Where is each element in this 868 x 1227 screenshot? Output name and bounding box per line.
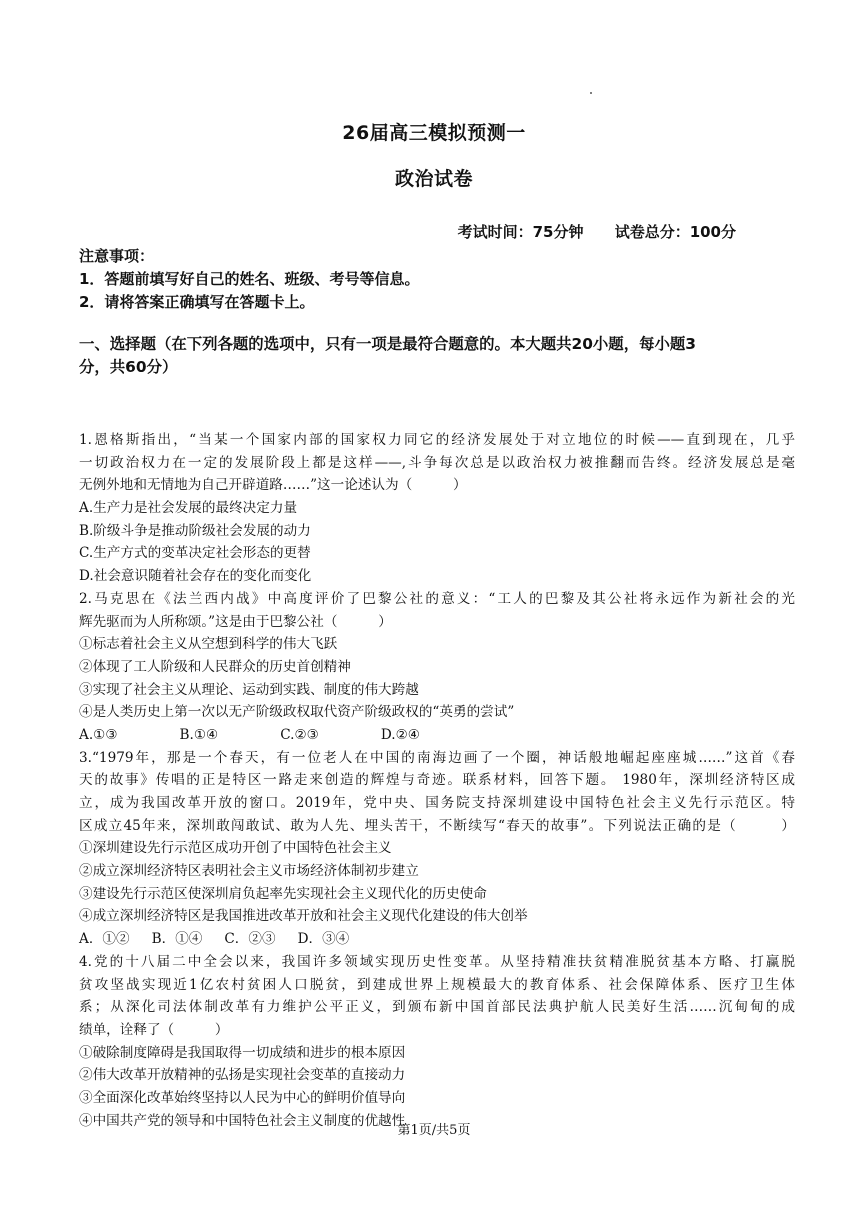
q1-stem-line-3: 无例外地和无情地为自己开辟道路……”这一论述认为（ ） xyxy=(79,477,467,494)
q4-item-4: ④中国共产党的领导和中国特色社会主义制度的优越性 xyxy=(79,1112,406,1129)
q2-item-1: ①标志着社会主义从空想到科学的伟大飞跃 xyxy=(79,636,338,653)
q1-stem-line-1: 1.恩格斯指出，“当某一个国家内部的国家权力同它的经济发展处于对立地位的时候——直到现在，几乎 xyxy=(79,432,795,448)
q3-stem-line-4: 区成立45年来，深圳敢闯敢试、敢为人先、埋头苦干，不断续写“春天的故事”。下列说法正确的是（ ） xyxy=(79,817,795,834)
notice-heading: 注意事项： xyxy=(79,247,155,265)
exam-title: 26届高三模拟预测一 xyxy=(342,122,526,144)
q1-option-a: A.生产力是社会发展的最终决定力量 xyxy=(79,500,298,517)
q1-option-b: B.阶级斗争是推动阶级社会发展的动力 xyxy=(79,522,311,539)
q1-option-c: C.生产方式的变革决定社会形态的更替 xyxy=(79,545,311,562)
q3-item-2: ②成立深圳经济特区表明社会主义市场经济体制初步建立 xyxy=(79,863,419,880)
q2-stem-line-1: 2.马克思在《法兰西内战》中高度评价了巴黎公社的意义：“工人的巴黎及其公社将永远作为新社会的光 xyxy=(79,590,795,607)
q3-stem-line-2: 天的故事》传唱的正是特区一路走来创造的辉煌与奇迹。联系材料，回答下题。 1980年，深圳经济特区成 xyxy=(79,772,795,789)
q3-choice-a: A．①② xyxy=(79,931,130,948)
q4-item-2: ②伟大改革开放精神的弘扬是实现社会变革的直接动力 xyxy=(79,1067,406,1084)
section-heading-line-2: 分，共60分） xyxy=(79,358,178,376)
q3-choice-b: B．①④ xyxy=(151,931,203,948)
q3-item-4: ④成立深圳经济特区是我国推进改革开放和社会主义现代化建设的伟大创举 xyxy=(79,908,528,925)
q1-option-d: D.社会意识随着社会存在的变化而变化 xyxy=(79,568,312,585)
q2-item-4: ④是人类历史上第一次以无产阶级政权取代资产阶级政权的“英勇的尝试” xyxy=(79,704,515,721)
notice-item-1: 1．答题前填写好自己的姓名、班级、考号等信息。 xyxy=(79,270,420,288)
q2-choice-b: B.①④ xyxy=(179,726,219,743)
total-score: 试卷总分：100分 xyxy=(614,223,736,241)
q2-item-3: ③实现了社会主义从理论、运动到实践、制度的伟大跨越 xyxy=(79,681,419,698)
scan-dot xyxy=(590,92,592,94)
q4-item-3: ③全面深化改革始终坚持以人民为中心的鲜明价值导向 xyxy=(79,1089,406,1106)
q4-stem-line-1: 4.党的十八届二中全会以来，我国许多领域实现历史性变革。从坚持精准扶贫精准脱贫基本方略、打赢脱 xyxy=(79,953,795,970)
q3-choice-c: C．②③ xyxy=(224,931,276,948)
exam-subtitle: 政治试卷 xyxy=(394,168,473,190)
q4-item-1: ①破除制度障碍是我国取得一切成绩和进步的根本原因 xyxy=(79,1044,406,1061)
q2-choice-a: A.①③ xyxy=(79,726,118,743)
q3-stem-line-3: 立，成为我国改革开放的窗口。2019年，党中央、国务院支持深圳建设中国特色社会主义先行示范区。特 xyxy=(79,795,795,811)
q3-stem-line-1: 3.“1979年，那是一个春天，有一位老人在中国的南海边画了一个圈，神话般地崛起座座城……”这首《春 xyxy=(79,749,795,766)
q2-choice-c: C.②③ xyxy=(280,726,319,743)
section-heading xyxy=(79,333,799,379)
q3-choice-d: D．③④ xyxy=(297,931,350,948)
q3-item-1: ①深圳建设先行示范区成功开创了中国特色社会主义 xyxy=(79,840,392,857)
q2-stem-line-2: 辉先驱而为人所称颂。”这是由于巴黎公社（ ） xyxy=(79,613,392,630)
q3-choices xyxy=(79,928,795,951)
q4-stem-line-4: 绩单，诠释了（ ） xyxy=(79,1021,229,1038)
q2-choices xyxy=(79,724,795,747)
q2-choice-d: D.②④ xyxy=(380,726,420,743)
section-heading-line-1: 一、选择题（在下列各题的选项中，只有一项是最符合题意的。本大题共20小题，每小题3 xyxy=(79,335,696,353)
q4-stem-line-3: 系；从深化司法体制改革有力维护公平正义，到颁布新中国首部民法典护航人民美好生活……沉甸甸的成 xyxy=(79,999,795,1016)
questions-body xyxy=(79,429,795,1132)
page-number: 第1页/共5页 xyxy=(397,1123,471,1138)
q4-stem-line-2: 贫攻坚战实现近1亿农村贫困人口脱贫，到建成世界上规模最大的教育体系、社会保障体系、医疗卫生体 xyxy=(79,976,795,993)
exam-time: 考试时间：75分钟 xyxy=(457,223,584,241)
q1-stem-line-2: 一切政治权力在一定的发展阶段上都是这样——,斗争每次总是以政治权力被推翻而告终。经济发展总是毫 xyxy=(79,454,795,471)
exam-info xyxy=(458,221,736,242)
notice-item-2: 2．请将答案正确填写在答题卡上。 xyxy=(79,293,315,311)
q2-item-2: ②体现了工人阶级和人民群众的历史首创精神 xyxy=(79,658,351,675)
q3-item-3: ③建设先行示范区使深圳肩负起率先实现社会主义现代化的历史使命 xyxy=(79,885,487,902)
